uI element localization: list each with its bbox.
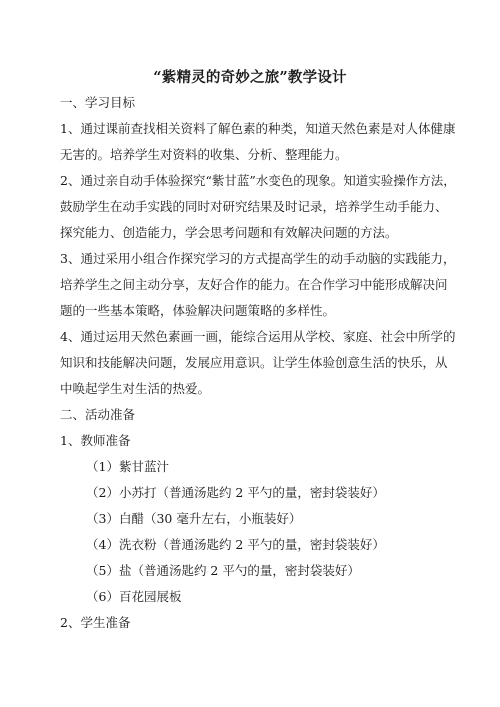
goal-4-line-2: 知识和技能解决问题，发展应用意识。让学生体验创意生活的快乐，从 <box>60 355 448 370</box>
goal-4-line-3: 中唤起学生对生活的热爱。 <box>60 381 211 396</box>
goal-2-line-2: 鼓励学生在动手实践的同时对研究结果及时记录，培养学生动手能力、 <box>60 199 448 214</box>
teacher-prep-item: （4）洗衣粉（普通汤匙约 2 平勺的量，密封袋装好） <box>86 537 385 552</box>
goal-3-line-3: 题的一些基本策略，体验解决问题策略的多样性。 <box>60 303 336 318</box>
goal-2-line-3: 探究能力、创造能力，学会思考问题和有效解决问题的方法。 <box>60 225 398 240</box>
teacher-prep-item: （3）白醋（30 毫升左右，小瓶装好） <box>86 511 302 526</box>
teacher-prep-item: （5）盐（普通汤匙约 2 平勺的量，密封袋装好） <box>86 563 360 578</box>
goal-3-line-1: 3、通过采用小组合作探究学习的方式提高学生的动手动脑的实践能力， <box>60 251 456 266</box>
teacher-prep-item: （1）紫甘蓝汁 <box>86 459 169 474</box>
teacher-prep-item: （2）小苏打（普通汤匙约 2 平勺的量，密封袋装好） <box>86 485 385 500</box>
section-heading-preparation: 二、活动准备 <box>60 407 136 422</box>
goal-1-line-1: 1、通过课前查找相关资料了解色素的种类，知道天然色素是对人体健康 <box>60 121 456 136</box>
goal-3-line-2: 培养学生之间主动分享，友好合作的能力。在合作学习中能形成解决问 <box>60 277 448 292</box>
goal-1-line-2: 无害的。培养学生对资料的收集、分析、整理能力。 <box>60 147 348 162</box>
teacher-prep-item: （6）百花园展板 <box>86 589 182 604</box>
goal-2-line-1: 2、通过亲自动手体验探究“紫甘蓝”水变色的现象。知道实验操作方法， <box>60 173 456 188</box>
section-heading-learning-goals: 一、学习目标 <box>60 95 136 110</box>
student-prep-heading: 2、学生准备 <box>60 615 131 630</box>
document-title: “紫精灵的奇妙之旅”教学设计 <box>153 69 347 86</box>
goal-4-line-1: 4、通过运用天然色素画一画，能综合运用从学校、家庭、社会中所学的 <box>60 329 456 344</box>
teacher-prep-heading: 1、教师准备 <box>60 433 131 448</box>
